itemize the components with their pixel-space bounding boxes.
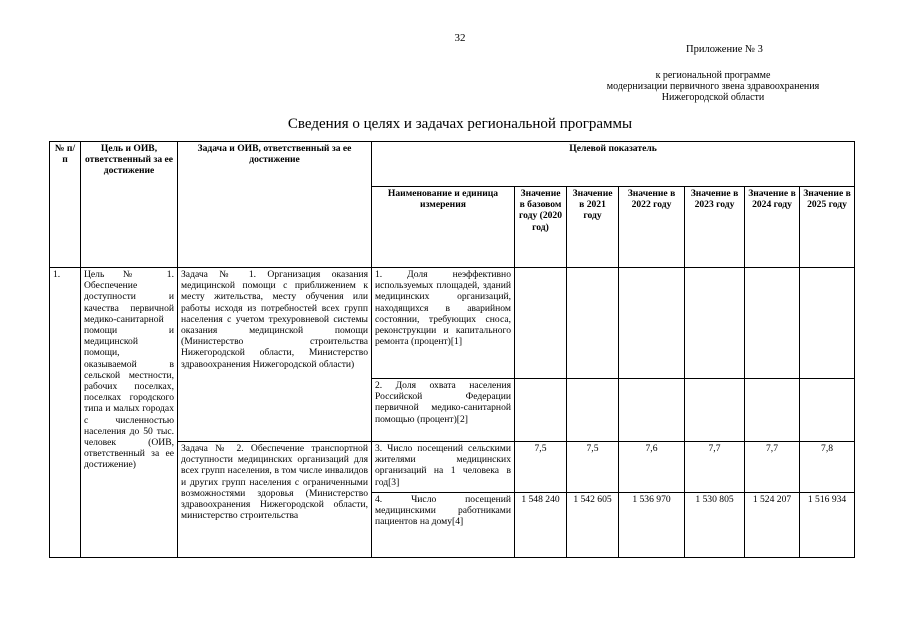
value-2023 [685,379,745,442]
subtitle-line: модернизации первичного звена здравоохранения [606,81,820,92]
document-title: Сведения о целях и задачах региональной программы [287,116,633,132]
goal-number: 1. [50,268,81,558]
header-2024: Значение в 2024 году [745,187,800,268]
header-2025: Значение в 2025 году [800,187,855,268]
value-2024: 1 524 207 [745,493,800,558]
value-base-year [515,379,567,442]
subtitle-line: к региональной программе [655,70,771,81]
value-2021: 7,5 [567,442,619,493]
header-2021: Значение в 2021 году [567,187,619,268]
value-2024 [745,379,800,442]
indicator-name: 4. Число посещений медицинскими работниками пациентов на дому[4] [372,493,515,558]
table-header-row [50,142,855,187]
value-2025: 1 516 934 [800,493,855,558]
value-2022 [619,268,685,379]
header-base-year: Значение в базовом году (2020 год) [515,187,567,268]
header-task: Задача и ОИВ, ответственный за ее достижение [178,142,372,268]
value-2022 [619,379,685,442]
value-2021 [567,268,619,379]
goals-table [49,141,855,558]
table-row [50,268,855,379]
value-2025: 7,8 [800,442,855,493]
header-target: Целевой показатель [372,142,855,187]
task-text: Задача № 1. Организация оказания медицинской помощи с приближением к месту жительства, месту обучения или работы исходя из потребностей всех групп населения с учетом трехуровневой системы оказания медицинской помощи (Министерство строительства Нижегородской области, Министерство здравоохранения Нижегородской области) [178,268,372,442]
indicator-name: 2. Доля охвата населения Российской Федерации первичной медико-санитарной помощью (процент)[2] [372,379,515,442]
header-2022: Значение в 2022 году [619,187,685,268]
value-base-year: 1 548 240 [515,493,567,558]
value-base-year: 7,5 [515,442,567,493]
indicator-name: 1. Доля неэффективно используемых площадей, зданий медицинских организаций, находящихся в аварийном состоянии, требующих сноса, реконструкции и капитального ремонта (процент)[1] [372,268,515,379]
header-indicator-name: Наименование и единица измерения [372,187,515,268]
value-2023: 1 530 805 [685,493,745,558]
value-2021: 1 542 605 [567,493,619,558]
page-number: 32 [454,32,466,44]
value-2022: 7,6 [619,442,685,493]
appendix-label: Приложение № 3 [686,44,763,55]
value-2021 [567,379,619,442]
header-2023: Значение в 2023 году [685,187,745,268]
appendix-subtitle [583,70,843,103]
value-2024: 7,7 [745,442,800,493]
value-2023: 7,7 [685,442,745,493]
value-2022: 1 536 970 [619,493,685,558]
header-goal: Цель и ОИВ, ответственный за ее достижение [81,142,178,268]
task-text: Задача № 2. Обеспечение транспортной доступности медицинских организаций для всех групп населения, в том числе инвалидов и других групп населения с ограниченными возможностями здоровья (Министерство здравоохранения Нижегородской области, министерство строительства [178,442,372,558]
subtitle-line: Нижегородской области [661,92,765,103]
value-base-year [515,268,567,379]
value-2025 [800,379,855,442]
value-2025 [800,268,855,379]
goal-text: Цель № 1. Обеспечение доступности и качества первичной медико-санитарной помощи и медицинской помощи, оказываемой в сельской местности, рабочих поселках, поселках городского типа и малых городах с численностью населения до 50 тыс. человек (ОИВ, ответственный за ее достижение) [81,268,178,558]
value-2023 [685,268,745,379]
header-num: № п/п [50,142,81,268]
value-2024 [745,268,800,379]
indicator-name: 3. Число посещений сельскими жителями медицинских организаций на 1 человека в год[3] [372,442,515,493]
